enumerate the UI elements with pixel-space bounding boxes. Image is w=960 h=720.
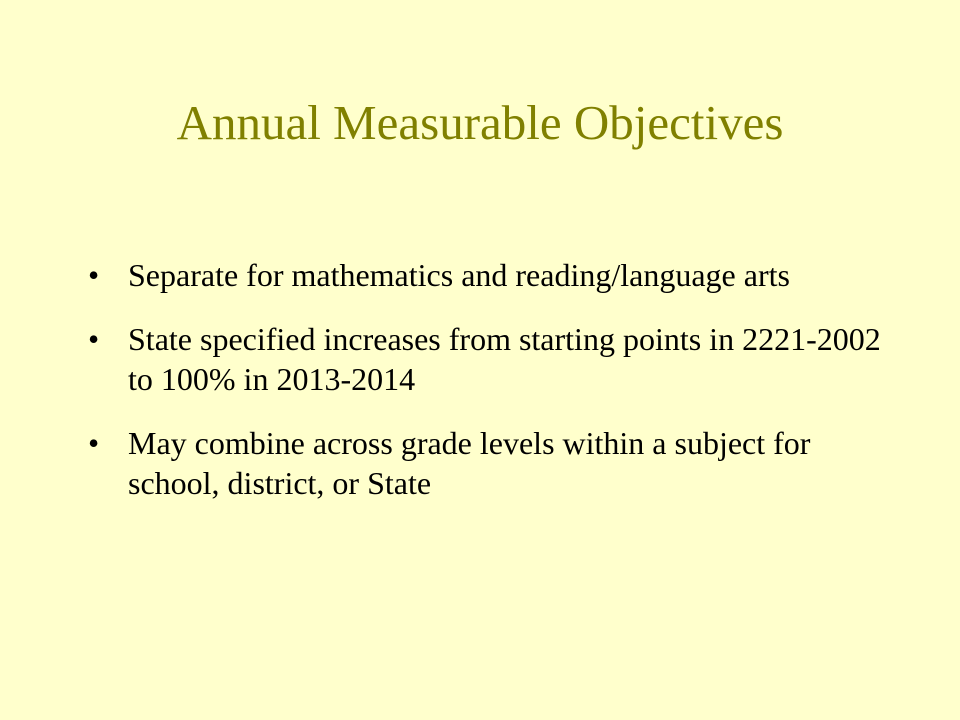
bullet-icon: • [88, 425, 100, 461]
bullet-icon: • [88, 257, 100, 293]
bullet-icon: • [88, 321, 100, 357]
bullet-item [88, 423, 908, 503]
bullet-text: May combine across grade levels within a subject for school, district, or State [128, 425, 811, 501]
bullet-text: State specified increases from starting points in 2221-2002 to 100% in 2013-2014 [128, 321, 881, 397]
bullet-list [88, 255, 908, 527]
bullet-text: Separate for mathematics and reading/language arts [128, 257, 790, 293]
slide-title: Annual Measurable Objectives [176, 95, 784, 150]
bullet-item [88, 319, 908, 399]
bullet-item [88, 255, 908, 295]
